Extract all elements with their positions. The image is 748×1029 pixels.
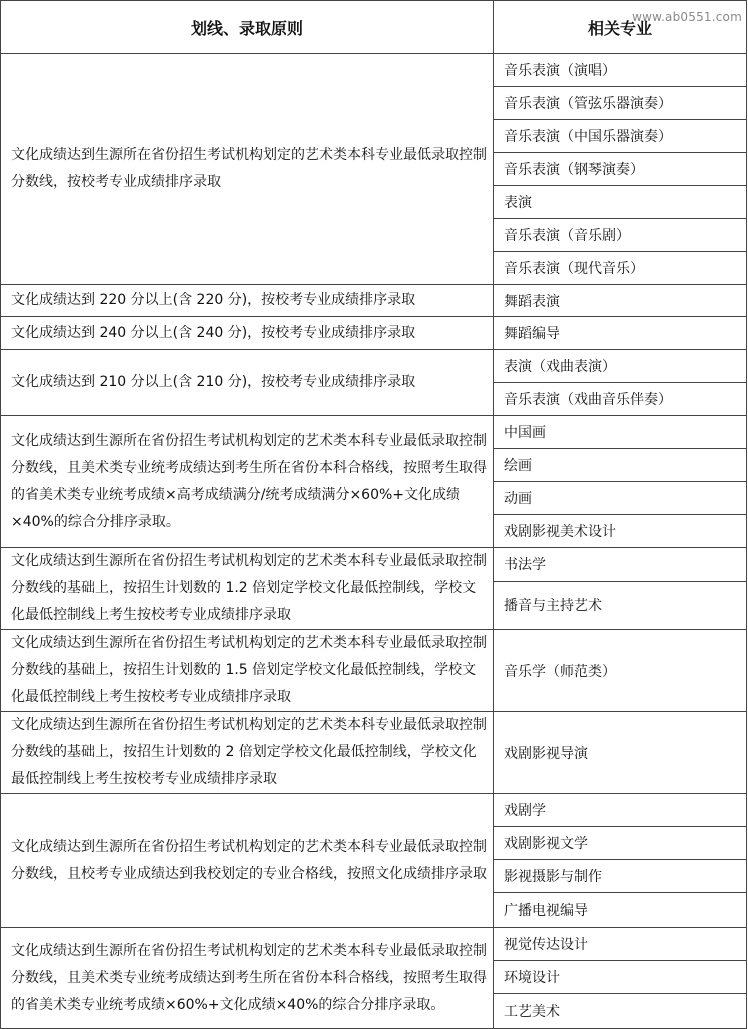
major-cell: 影视摄影与制作 bbox=[494, 860, 747, 893]
major-cell: 中国画 bbox=[494, 416, 747, 449]
rule-cell: 文化成绩达到生源所在省份招生考试机构划定的艺术类本科专业最低录取控制分数线，且校考专业成绩达到我校划定的专业合格线，按照文化成绩排序录取 bbox=[1, 794, 494, 928]
table-row bbox=[1, 54, 747, 87]
table-row bbox=[1, 630, 747, 712]
major-cell: 音乐表演（戏曲音乐伴奏） bbox=[494, 383, 747, 416]
table-row bbox=[1, 548, 747, 582]
header-major: 相关专业 bbox=[494, 1, 747, 54]
major-cell: 舞蹈表演 bbox=[494, 285, 747, 317]
major-cell: 戏剧影视文学 bbox=[494, 827, 747, 860]
watermark-text: www.ab0551.com bbox=[632, 10, 742, 24]
rule-cell: 文化成绩达到 240 分以上(含 240 分)，按校考专业成绩排序录取 bbox=[1, 317, 494, 350]
major-cell: 视觉传达设计 bbox=[494, 928, 747, 961]
table-row bbox=[1, 350, 747, 383]
header-rule: 划线、录取原则 bbox=[1, 1, 494, 54]
major-cell: 书法学 bbox=[494, 548, 747, 582]
major-cell: 表演 bbox=[494, 186, 747, 219]
major-cell: 播音与主持艺术 bbox=[494, 581, 747, 629]
rule-cell: 文化成绩达到生源所在省份招生考试机构划定的艺术类本科专业最低录取控制分数线，按校考专业成绩排序录取 bbox=[1, 54, 494, 285]
major-cell: 环境设计 bbox=[494, 961, 747, 994]
rule-cell: 文化成绩达到生源所在省份招生考试机构划定的艺术类本科专业最低录取控制分数线的基础上，按招生计划数的 2 倍划定学校文化最低控制线，学校文化最低控制线上考生按校考专业成绩排序录取 bbox=[1, 712, 494, 794]
major-cell: 表演（戏曲表演） bbox=[494, 350, 747, 383]
major-cell: 戏剧影视导演 bbox=[494, 712, 747, 794]
rule-cell: 文化成绩达到生源所在省份招生考试机构划定的艺术类本科专业最低录取控制分数线，且美术类专业统考成绩达到考生所在省份本科合格线，按照考生取得的省美术类专业统考成绩×60%+文化成绩×40%的综合分排序录取。 bbox=[1, 928, 494, 1029]
major-cell: 音乐表演（演唱） bbox=[494, 54, 747, 87]
table-row bbox=[1, 317, 747, 350]
major-cell: 戏剧学 bbox=[494, 794, 747, 827]
table-row bbox=[1, 794, 747, 827]
major-cell: 舞蹈编导 bbox=[494, 317, 747, 350]
rule-cell: 文化成绩达到生源所在省份招生考试机构划定的艺术类本科专业最低录取控制分数线的基础上，按招生计划数的 1.5 倍划定学校文化最低控制线，学校文化最低控制线上考生按校考专业成绩排序录取 bbox=[1, 630, 494, 712]
table-body bbox=[1, 54, 747, 1029]
major-cell: 戏剧影视美术设计 bbox=[494, 515, 747, 548]
table-row bbox=[1, 712, 747, 794]
table-row bbox=[1, 285, 747, 317]
major-cell: 音乐表演（中国乐器演奏） bbox=[494, 120, 747, 153]
major-cell: 音乐表演（音乐剧） bbox=[494, 219, 747, 252]
major-cell: 音乐学（师范类） bbox=[494, 630, 747, 712]
rule-cell: 文化成绩达到生源所在省份招生考试机构划定的艺术类本科专业最低录取控制分数线的基础上，按招生计划数的 1.2 倍划定学校文化最低控制线，学校文化最低控制线上考生按校考专业成绩排序录取 bbox=[1, 548, 494, 630]
major-cell: 绘画 bbox=[494, 449, 747, 482]
table-row bbox=[1, 928, 747, 961]
table-header-row bbox=[1, 1, 747, 54]
rule-cell: 文化成绩达到生源所在省份招生考试机构划定的艺术类本科专业最低录取控制分数线，且美术类专业统考成绩达到考生所在省份本科合格线，按照考生取得的省美术类专业统考成绩×高考成绩满分/统考成绩满分×60%+文化成绩×40%的综合分排序录取。 bbox=[1, 416, 494, 548]
rule-cell: 文化成绩达到 210 分以上(含 210 分)，按校考专业成绩排序录取 bbox=[1, 350, 494, 416]
table-row bbox=[1, 416, 747, 449]
major-cell: 音乐表演（现代音乐） bbox=[494, 252, 747, 285]
major-cell: 广播电视编导 bbox=[494, 893, 747, 928]
major-cell: 动画 bbox=[494, 482, 747, 515]
rule-cell: 文化成绩达到 220 分以上(含 220 分)，按校考专业成绩排序录取 bbox=[1, 285, 494, 317]
major-cell: 音乐表演（钢琴演奏） bbox=[494, 153, 747, 186]
major-cell: 音乐表演（管弦乐器演奏） bbox=[494, 87, 747, 120]
major-cell: 工艺美术 bbox=[494, 994, 747, 1029]
